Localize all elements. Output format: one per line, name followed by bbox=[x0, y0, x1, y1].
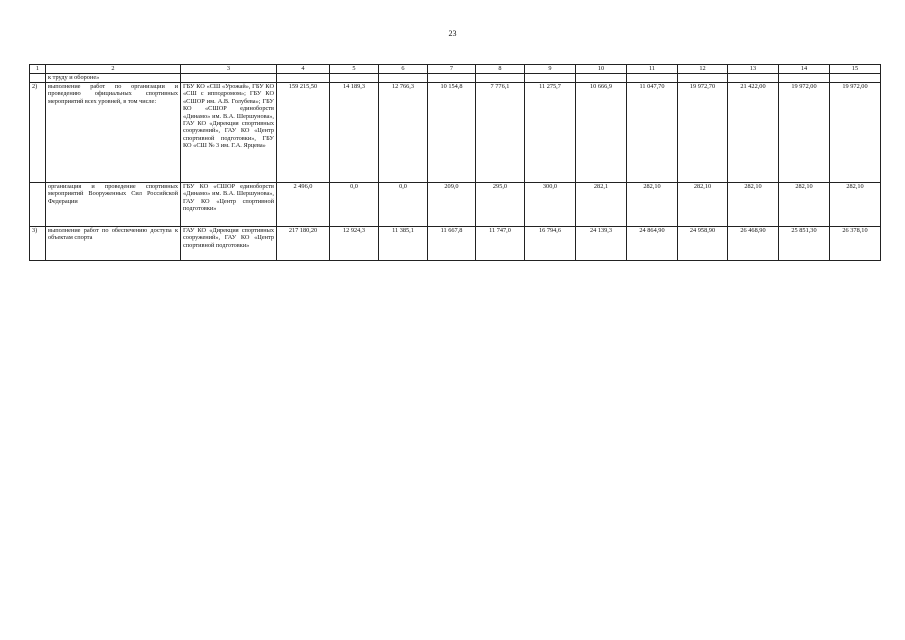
row-value: 0,0 bbox=[330, 183, 379, 227]
table-row bbox=[30, 183, 881, 227]
column-header-8: 8 bbox=[476, 65, 525, 74]
row-value: 24 958,90 bbox=[678, 227, 728, 261]
column-header-6: 6 bbox=[379, 65, 428, 74]
table-cell bbox=[525, 74, 576, 83]
column-header-15: 15 bbox=[830, 65, 881, 74]
budget-table bbox=[29, 64, 881, 261]
row-value: 282,10 bbox=[728, 183, 779, 227]
row-value: 11 667,8 bbox=[428, 227, 476, 261]
row-value: 209,0 bbox=[428, 183, 476, 227]
row-value: 14 189,3 bbox=[330, 83, 379, 183]
table-cell bbox=[330, 74, 379, 83]
row-value: 11 047,70 bbox=[627, 83, 678, 183]
row-name: выполнение работ по организации и проведению официальных спортивных мероприятий всех уровней, в том числе: bbox=[46, 83, 181, 183]
continued-row bbox=[30, 74, 881, 83]
table-cell bbox=[576, 74, 627, 83]
continued-row-name: к труду и обороне» bbox=[46, 74, 181, 83]
row-executors: ГБУ КО «СШ «Урожай», ГБУ КО «СШ с ипподромом»; ГБУ КО «СШОР им. А.В. Голубева»; ГБУ КО «СШОР единоборств «Динамо» им. В.А. Шершунова», ГАУ КО «Дирекция спортивных сооружений», ГАУ КО «Центр спортивной подготовки», ГБУ КО «СШ № 3 им. Г.А. Ярцева» bbox=[181, 83, 277, 183]
row-value: 10 154,8 bbox=[428, 83, 476, 183]
row-value: 282,1 bbox=[576, 183, 627, 227]
table-cell bbox=[728, 74, 779, 83]
row-value: 10 666,9 bbox=[576, 83, 627, 183]
row-value: 11 275,7 bbox=[525, 83, 576, 183]
row-value: 11 747,0 bbox=[476, 227, 525, 261]
table-cell bbox=[277, 74, 330, 83]
row-value: 300,0 bbox=[525, 183, 576, 227]
column-header-5: 5 bbox=[330, 65, 379, 74]
row-value: 11 385,1 bbox=[379, 227, 428, 261]
table-cell bbox=[627, 74, 678, 83]
column-header-11: 11 bbox=[627, 65, 678, 74]
row-value: 7 776,1 bbox=[476, 83, 525, 183]
table-cell bbox=[678, 74, 728, 83]
row-executors: ГБУ КО «СШОР единоборств «Динамо» им. В.А. Шершунова», ГАУ КО «Центр спортивной подготовки» bbox=[181, 183, 277, 227]
table-cell bbox=[779, 74, 830, 83]
table-cell bbox=[476, 74, 525, 83]
row-value: 19 972,00 bbox=[779, 83, 830, 183]
column-header-2: 2 bbox=[46, 65, 181, 74]
row-value: 21 422,00 bbox=[728, 83, 779, 183]
row-value: 24 864,90 bbox=[627, 227, 678, 261]
row-value: 159 215,50 bbox=[277, 83, 330, 183]
page-number: 23 bbox=[448, 29, 457, 38]
continued-row-index bbox=[30, 74, 46, 83]
table-row bbox=[30, 227, 881, 261]
table-cell bbox=[830, 74, 881, 83]
row-value: 282,10 bbox=[830, 183, 881, 227]
row-value: 217 180,20 bbox=[277, 227, 330, 261]
row-value: 282,10 bbox=[678, 183, 728, 227]
column-header-10: 10 bbox=[576, 65, 627, 74]
row-value: 12 924,3 bbox=[330, 227, 379, 261]
column-header-row bbox=[30, 65, 881, 74]
row-index: 3) bbox=[30, 227, 46, 261]
column-header-14: 14 bbox=[779, 65, 830, 74]
row-value: 282,10 bbox=[627, 183, 678, 227]
row-name: выполнение работ по обеспечению доступа к объектам спорта bbox=[46, 227, 181, 261]
row-index: 2) bbox=[30, 83, 46, 183]
table-cell bbox=[181, 74, 277, 83]
column-header-12: 12 bbox=[678, 65, 728, 74]
row-name: организация и проведение спортивных мероприятий Вооруженных Сил Российской Федерации bbox=[46, 183, 181, 227]
row-value: 26 378,10 bbox=[830, 227, 881, 261]
row-value: 16 794,6 bbox=[525, 227, 576, 261]
column-header-7: 7 bbox=[428, 65, 476, 74]
column-header-13: 13 bbox=[728, 65, 779, 74]
row-value: 19 972,00 bbox=[830, 83, 881, 183]
row-executors: ГАУ КО «Дирекция спортивных сооружений», ГАУ КО «Центр спортивной подготовки» bbox=[181, 227, 277, 261]
row-index bbox=[30, 183, 46, 227]
column-header-3: 3 bbox=[181, 65, 277, 74]
row-value: 19 972,70 bbox=[678, 83, 728, 183]
column-header-1: 1 bbox=[30, 65, 46, 74]
column-header-4: 4 bbox=[277, 65, 330, 74]
table-cell bbox=[428, 74, 476, 83]
row-value: 12 766,3 bbox=[379, 83, 428, 183]
table-cell bbox=[379, 74, 428, 83]
table-row bbox=[30, 83, 881, 183]
row-value: 282,10 bbox=[779, 183, 830, 227]
row-value: 24 139,3 bbox=[576, 227, 627, 261]
row-value: 295,0 bbox=[476, 183, 525, 227]
row-value: 26 468,90 bbox=[728, 227, 779, 261]
column-header-9: 9 bbox=[525, 65, 576, 74]
row-value: 0,0 bbox=[379, 183, 428, 227]
row-value: 2 496,0 bbox=[277, 183, 330, 227]
row-value: 25 851,30 bbox=[779, 227, 830, 261]
